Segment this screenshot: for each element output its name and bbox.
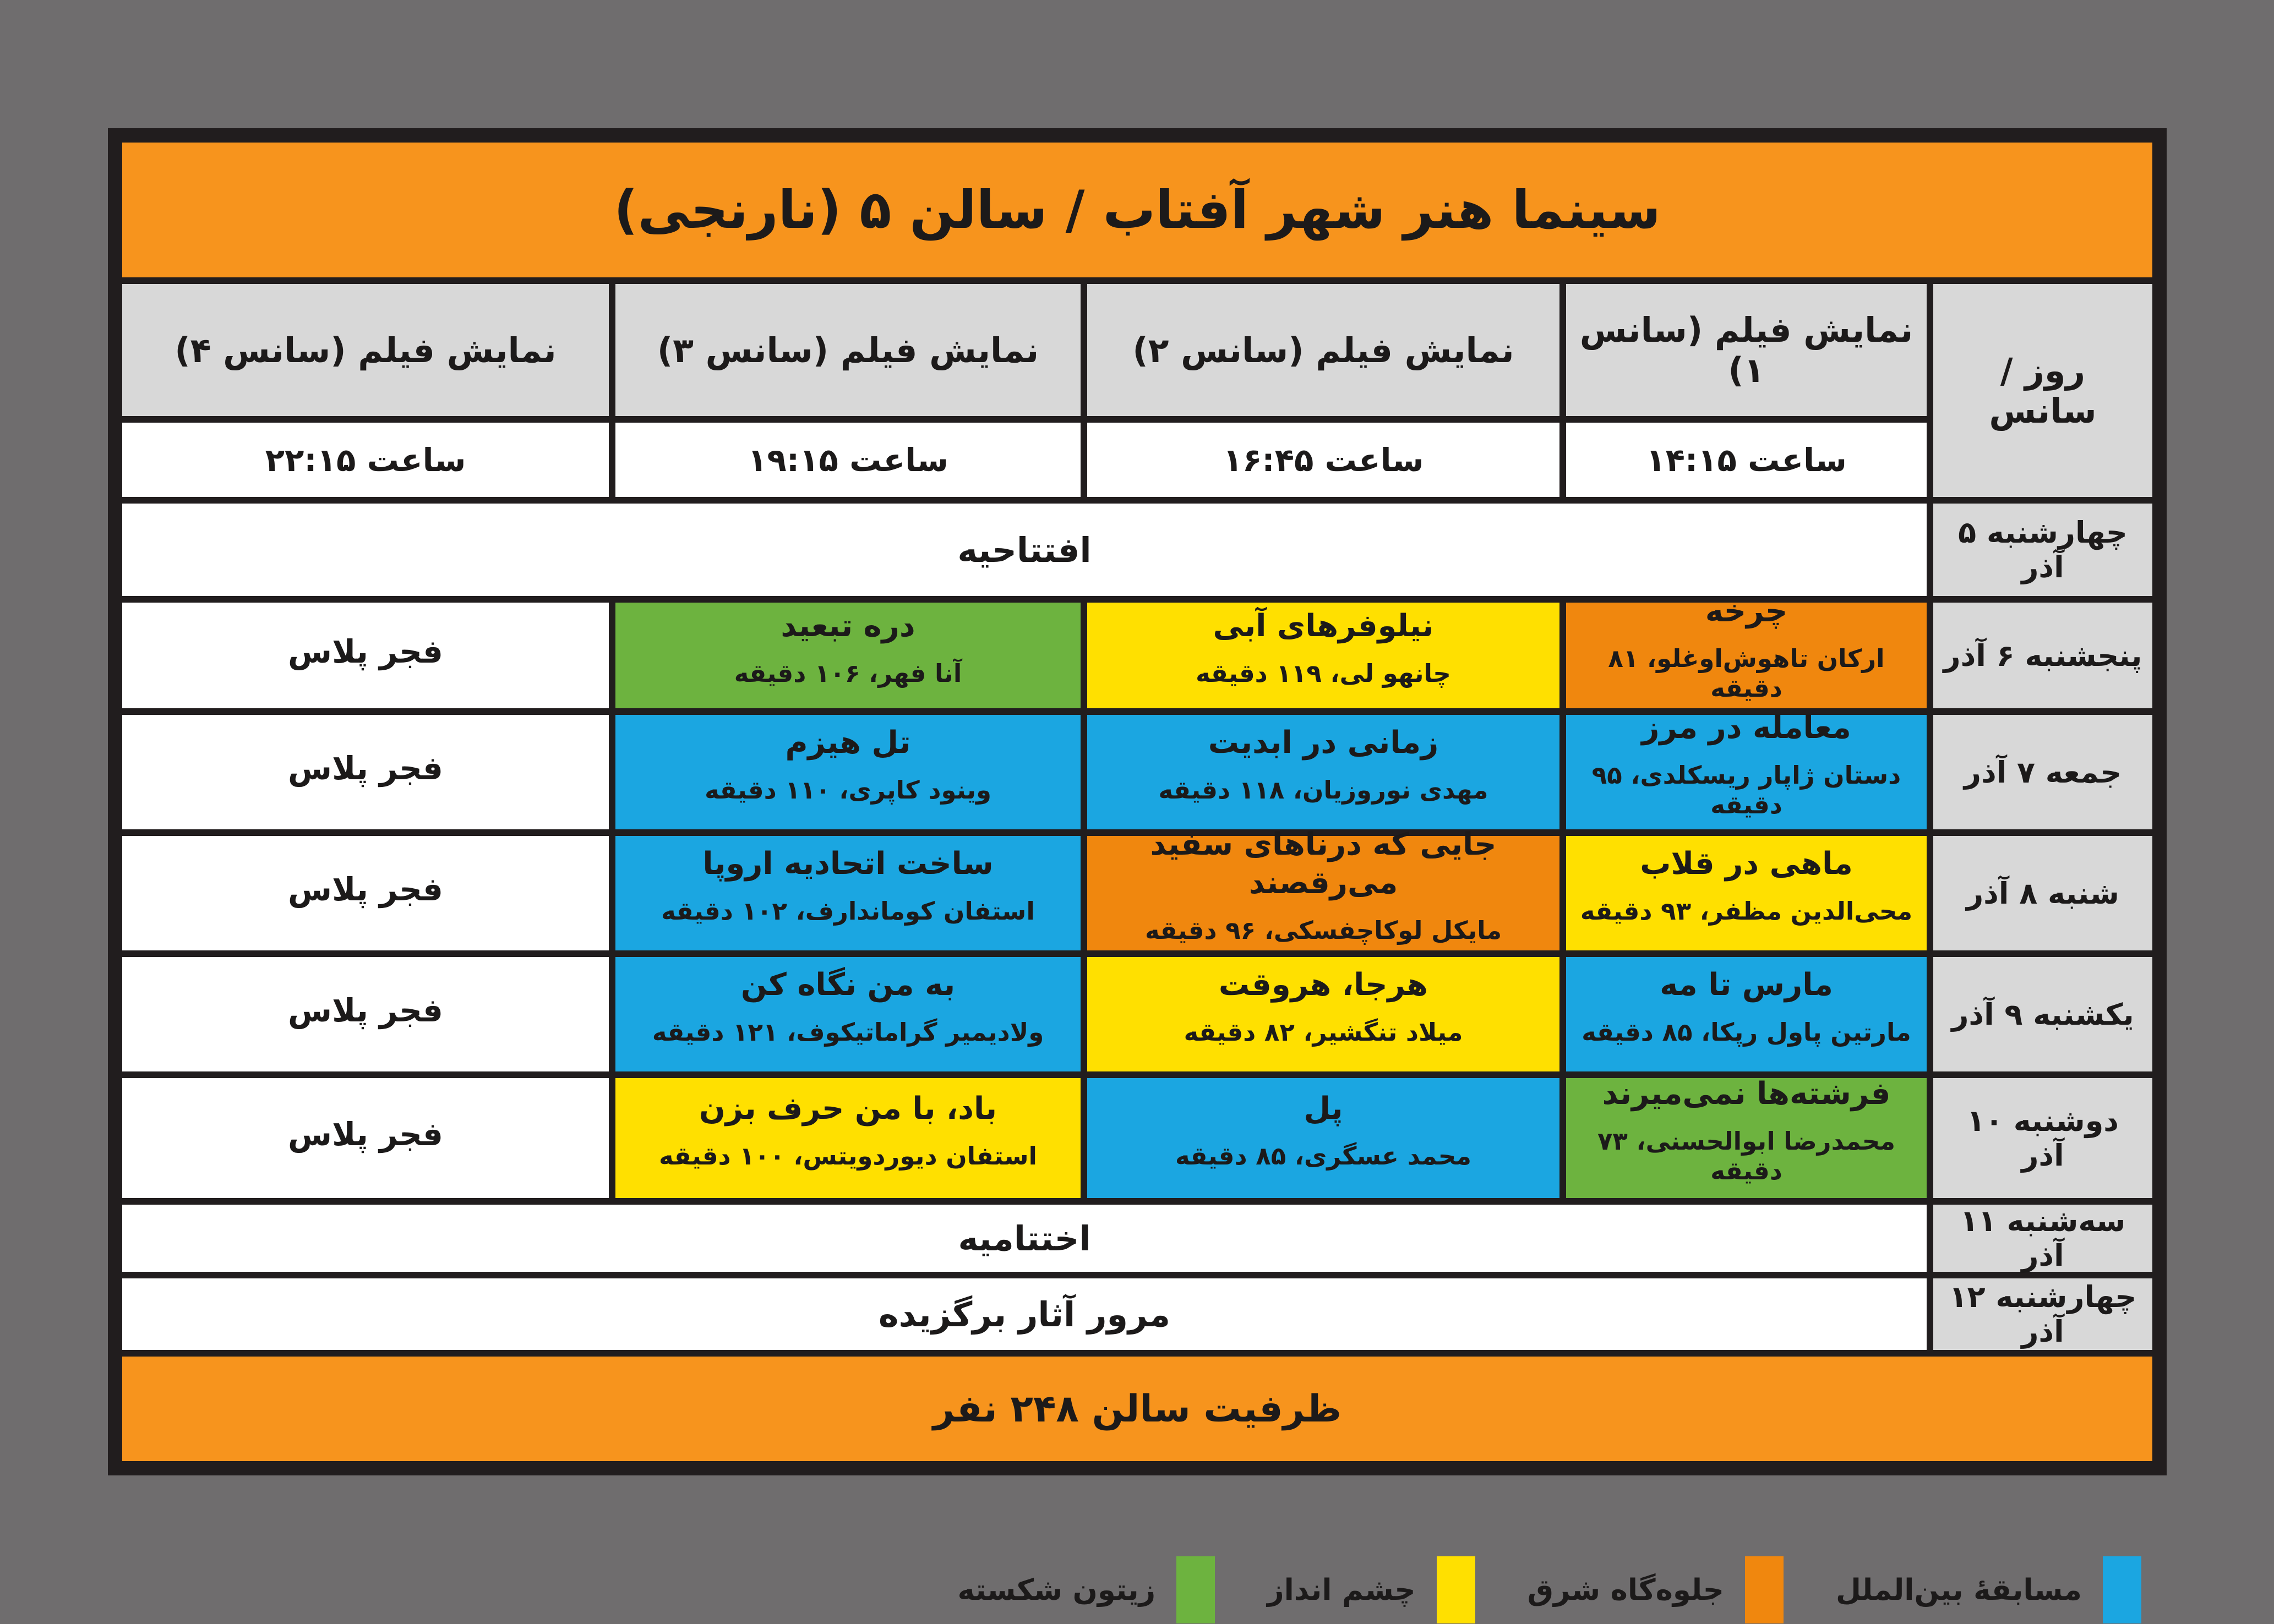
legend-item-international-competition xyxy=(1836,1556,2141,1623)
column-header-session-2: نمایش فیلم (سانس ۲) xyxy=(1087,284,1559,416)
film-credit: آنا فهر، ۱۰۶ دقیقه xyxy=(734,659,962,688)
legend-label: زیتون شکسته xyxy=(957,1573,1156,1607)
row-header-day-5: یکشنبه ۹ آذر xyxy=(1933,957,2152,1071)
film-title: معامله در مرز xyxy=(1642,710,1851,746)
film-cell xyxy=(615,603,1081,708)
legend-label: مسابقهٔ بین‌الملل xyxy=(1835,1573,2082,1607)
legend-swatch-orange-icon xyxy=(1745,1556,1784,1623)
film-cell xyxy=(1566,836,1927,950)
film-title: زمانی در ابدیت xyxy=(1208,725,1439,761)
film-cell xyxy=(1087,603,1559,708)
film-cell xyxy=(1566,593,1927,708)
capacity-bar: ظرفیت سالن ۲۴۸ نفر xyxy=(122,1357,2152,1461)
row-header-day-4: شنبه ۸ آذر xyxy=(1933,836,2152,950)
header-banner xyxy=(122,143,2152,277)
row-header-day-2: پنجشنبه ۶ آذر xyxy=(1933,603,2152,708)
column-header-session-1: نمایش فیلم (سانس ۱) xyxy=(1566,284,1927,416)
film-credit: مایکل لوکاچفسکی، ۹۶ دقیقه xyxy=(1144,916,1502,945)
opening-row: افتتاحیه xyxy=(122,504,1927,596)
film-title: دره تبعید xyxy=(781,608,915,644)
legend-item-east-showcase xyxy=(1528,1556,1784,1623)
legend-swatch-green-icon xyxy=(1176,1556,1215,1623)
fajr-plus-cell: فجر پلاس xyxy=(122,603,609,708)
legend-item-perspective xyxy=(1267,1556,1475,1623)
time-session-1: ساعت ۱۴:۱۵ xyxy=(1566,423,1927,497)
page-title: سینما هنر شهر آفتاب / سالن ۵ (نارنجی) xyxy=(614,179,1661,240)
row-header-day-8: چهارشنبه ۱۲ آذر xyxy=(1933,1278,2152,1350)
column-header-session-4: نمایش فیلم (سانس ۴) xyxy=(122,284,609,416)
film-title: هرجا، هروقت xyxy=(1218,967,1428,1003)
fajr-plus-cell: فجر پلاس xyxy=(122,715,609,829)
film-cell xyxy=(615,715,1081,829)
film-credit: ارکان تاهوش‌اوغلو، ۸۱ دقیقه xyxy=(1608,644,1885,703)
film-cell xyxy=(1566,957,1927,1071)
legend-label: جلوه‌گاه شرق xyxy=(1527,1573,1724,1607)
film-title: باد، با من حرف بزن xyxy=(699,1091,997,1127)
film-credit: دستان ژاپار ریسکلدی، ۹۵ دقیقه xyxy=(1591,761,1901,819)
film-credit: محمدرضا ابوالحسنی، ۷۳ دقیقه xyxy=(1597,1127,1896,1185)
row-header-day-7: سه‌شنبه ۱۱ آذر xyxy=(1933,1205,2152,1272)
closing-row: اختتامیه xyxy=(122,1205,1927,1272)
film-title: جایی که درناهای سفید می‌رقصند xyxy=(1150,827,1497,901)
film-credit: وینود کاپری، ۱۱۰ دقیقه xyxy=(705,775,991,805)
schedule-grid xyxy=(122,284,2152,1461)
row-header-day-1: چهارشنبه ۵ آذر xyxy=(1933,504,2152,596)
time-session-4: ساعت ۲۲:۱۵ xyxy=(122,423,609,497)
film-cell xyxy=(615,1078,1081,1198)
fajr-plus-cell: فجر پلاس xyxy=(122,836,609,950)
film-title: پل xyxy=(1304,1091,1343,1127)
film-cell xyxy=(1087,715,1559,829)
film-cell xyxy=(1566,710,1927,829)
film-credit: مارتین پاول رپکا، ۸۵ دقیقه xyxy=(1582,1018,1911,1047)
legend-swatch-yellow-icon xyxy=(1437,1556,1475,1623)
film-credit: استفان دیوردویتس، ۱۰۰ دقیقه xyxy=(659,1141,1037,1171)
film-title: چرخه xyxy=(1705,593,1788,629)
film-credit: میلاد تنگشیر، ۸۲ دقیقه xyxy=(1184,1018,1463,1047)
review-row: مرور آثار برگزیده xyxy=(122,1278,1927,1350)
time-session-2: ساعت ۱۶:۴۵ xyxy=(1087,423,1559,497)
film-credit: محمد عسگری، ۸۵ دقیقه xyxy=(1175,1141,1472,1171)
film-credit: استفان کوماندارف، ۱۰۲ دقیقه xyxy=(661,896,1035,926)
film-cell xyxy=(615,957,1081,1071)
row-header-day-6: دوشنبه ۱۰ آذر xyxy=(1933,1078,2152,1198)
film-cell xyxy=(1087,827,1559,950)
film-title: تل هیزم xyxy=(785,725,911,761)
film-cell xyxy=(1566,1078,1927,1198)
film-credit: مهدی نوروزیان، ۱۱۸ دقیقه xyxy=(1158,775,1488,805)
column-header-session-3: نمایش فیلم (سانس ۳) xyxy=(615,284,1081,416)
row-header-day-3: جمعه ۷ آذر xyxy=(1933,715,2152,829)
film-title: نیلوفرهای آبی xyxy=(1213,608,1434,644)
legend xyxy=(958,1556,2142,1623)
legend-swatch-blue-icon xyxy=(2103,1556,2141,1623)
film-credit: ولادیمیر گراماتیکوف، ۱۲۱ دقیقه xyxy=(652,1018,1044,1047)
corner-header-day-session: روز / سانس xyxy=(1933,284,2152,497)
legend-item-broken-olive xyxy=(958,1556,1215,1623)
time-session-3: ساعت ۱۹:۱۵ xyxy=(615,423,1081,497)
film-title: ماهی در قلاب xyxy=(1640,846,1853,882)
schedule-table xyxy=(108,128,2167,1475)
film-title: مارس تا مه xyxy=(1660,967,1833,1003)
film-cell xyxy=(1087,1078,1559,1198)
film-cell xyxy=(615,836,1081,950)
film-title: ساخت اتحادیه اروپا xyxy=(702,846,994,882)
fajr-plus-cell: فجر پلاس xyxy=(122,1078,609,1198)
fajr-plus-cell: فجر پلاس xyxy=(122,957,609,1071)
film-title: به من نگاه کن xyxy=(740,967,956,1003)
film-title: فرشته‌ها نمی‌میرند xyxy=(1602,1076,1891,1112)
film-credit: محی‌الدین مظفر، ۹۳ دقیقه xyxy=(1580,896,1913,926)
film-cell xyxy=(1087,957,1559,1071)
film-credit: چانهو لی، ۱۱۹ دقیقه xyxy=(1196,659,1451,688)
legend-label: چشم انداز xyxy=(1267,1573,1416,1607)
